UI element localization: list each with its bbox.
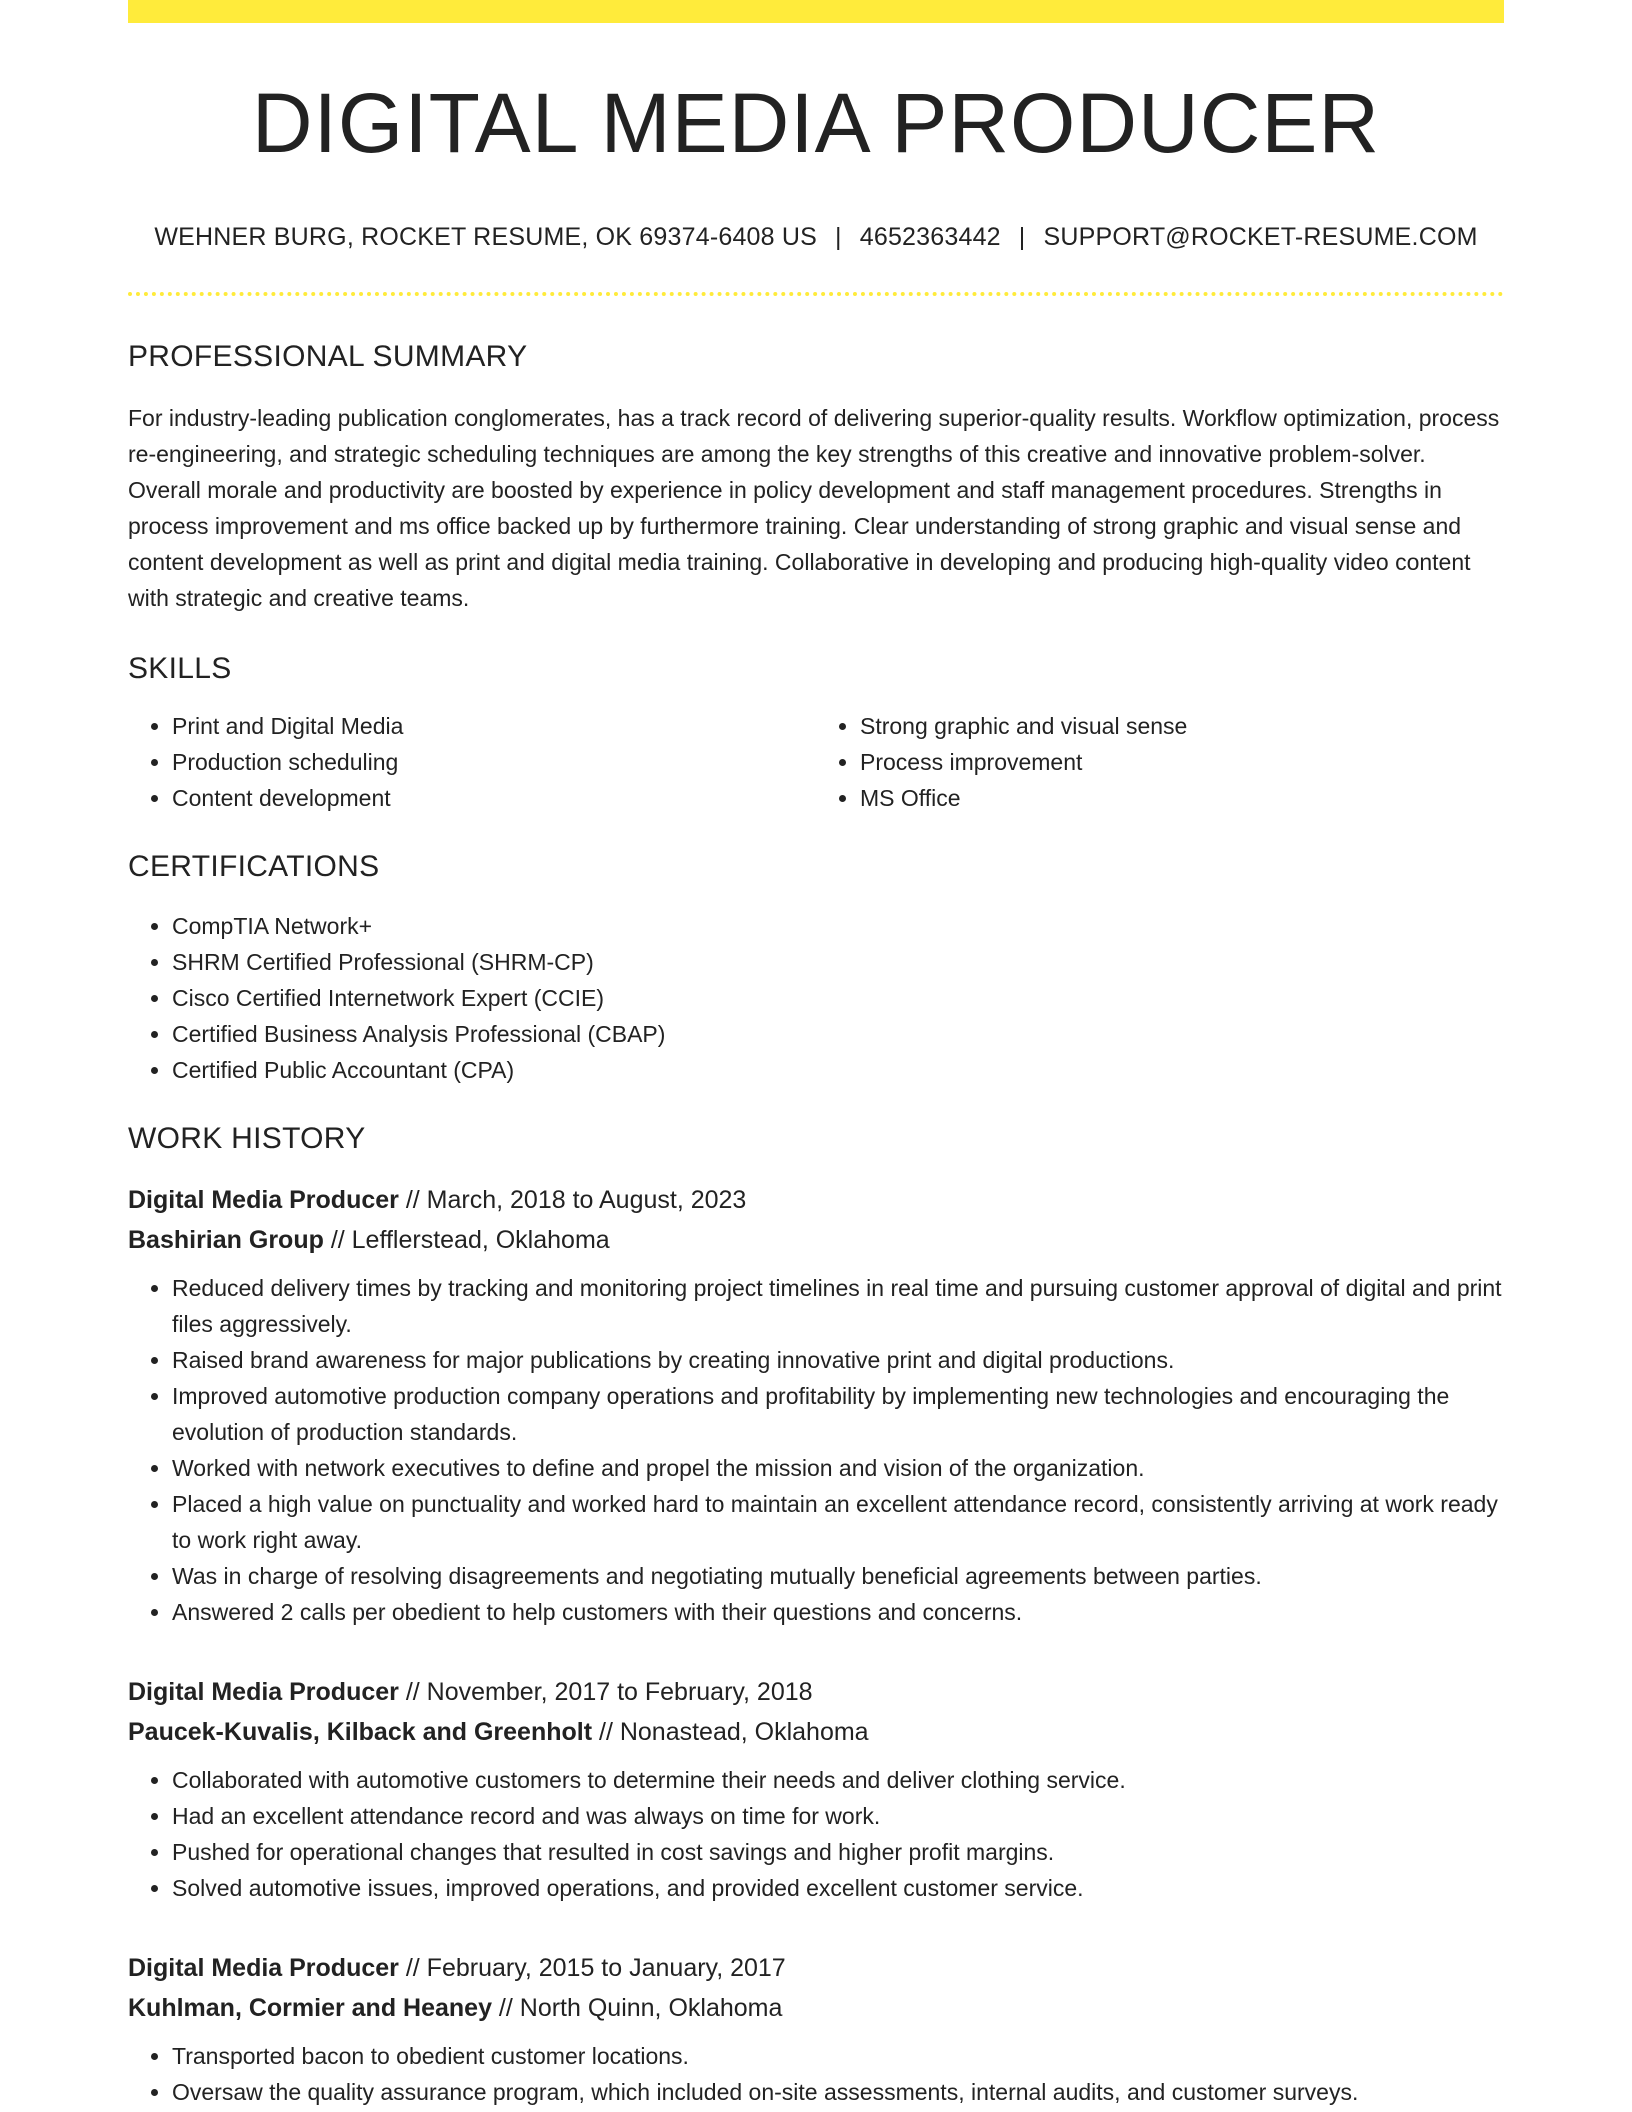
- job-location: // North Quinn, Oklahoma: [491, 1994, 783, 2022]
- skill-item: • Strong graphic and visual sense: [860, 708, 1504, 744]
- job-bullet: • Solved automotive issues, improved operations, and provided excellent customer service.: [172, 1870, 1504, 1906]
- job-bullet: • Raised brand awareness for major publications by creating innovative print and digital productions.: [172, 1342, 1504, 1378]
- certifications-list: [128, 908, 1504, 1088]
- skill-item: • Content development: [172, 780, 816, 816]
- contact-phone: 4652363442: [859, 223, 1001, 251]
- job-dates: // November, 2017 to February, 2018: [398, 1678, 813, 1706]
- contact-separator: |: [1018, 223, 1026, 251]
- skill-item: • Production scheduling: [172, 744, 816, 780]
- job-role: Digital Media Producer: [128, 1954, 399, 1982]
- skill-item: • Process improvement: [860, 744, 1504, 780]
- contact-line: [128, 223, 1504, 252]
- job-bullet: • Had an excellent attendance record and was always on time for work.: [172, 1798, 1504, 1834]
- skill-item: • MS Office: [860, 780, 1504, 816]
- job-bullet: • Pushed for operational changes that resulted in cost savings and higher profit margins.: [172, 1834, 1504, 1870]
- certification-item: • SHRM Certified Professional (SHRM-CP): [172, 944, 1504, 980]
- skill-item: • Print and Digital Media: [172, 708, 816, 744]
- job-bullets: [128, 2038, 1504, 2110]
- job-company-line: [128, 1988, 1504, 2028]
- job-location: // Nonastead, Oklahoma: [592, 1718, 869, 1746]
- summary-heading: PROFESSIONAL SUMMARY: [128, 340, 528, 373]
- job-role: Digital Media Producer: [128, 1678, 399, 1706]
- job-bullet: • Answered 2 calls per obedient to help customers with their questions and concerns.: [172, 1594, 1504, 1630]
- job-location: // Lefflerstead, Oklahoma: [323, 1226, 610, 1254]
- job-bullets: [128, 1270, 1504, 1630]
- resume-page: [128, 0, 1504, 2110]
- skills-heading: SKILLS: [128, 652, 232, 685]
- job-bullet: • Reduced delivery times by tracking and monitoring project timelines in real time and pursuing customer approval of digital and print files aggressively.: [172, 1270, 1504, 1342]
- certification-item: • Certified Business Analysis Professional (CBAP): [172, 1016, 1504, 1052]
- job-bullet: • Was in charge of resolving disagreements and negotiating mutually beneficial agreements between parties.: [172, 1558, 1504, 1594]
- job-company-line: [128, 1712, 1504, 1752]
- job-bullet: • Transported bacon to obedient customer locations.: [172, 2038, 1504, 2074]
- contact-separator: |: [835, 223, 842, 251]
- job-entry: [128, 1948, 1504, 2110]
- job-entry: [128, 1180, 1504, 1630]
- job-role-line: [128, 1180, 1504, 1220]
- job-bullets: [128, 1762, 1504, 1906]
- contact-email: SUPPORT@ROCKET-RESUME.COM: [1043, 223, 1478, 251]
- dotted-divider: [128, 292, 1504, 296]
- job-bullet: • Collaborated with automotive customers to determine their needs and deliver clothing service.: [172, 1762, 1504, 1798]
- job-bullet: • Oversaw the quality assurance program, which included on-site assessments, internal audits, and customer surveys.: [172, 2074, 1504, 2110]
- certifications-heading: CERTIFICATIONS: [128, 850, 380, 883]
- job-bullet: • Worked with network executives to define and propel the mission and vision of the organization.: [172, 1450, 1504, 1486]
- work-history-heading: WORK HISTORY: [128, 1122, 366, 1155]
- resume-title: DIGITAL MEDIA PRODUCER: [251, 76, 1381, 170]
- job-company: Bashirian Group: [128, 1226, 324, 1254]
- job-entry: [128, 1672, 1504, 1906]
- job-company: Kuhlman, Cormier and Heaney: [128, 1994, 492, 2022]
- certification-item: • CompTIA Network+: [172, 908, 1504, 944]
- job-dates: // February, 2015 to January, 2017: [398, 1954, 786, 1982]
- certification-item: • Certified Public Accountant (CPA): [172, 1052, 1504, 1088]
- job-role: Digital Media Producer: [128, 1186, 399, 1214]
- job-company-line: [128, 1220, 1504, 1260]
- skills-list-right: [816, 708, 1504, 816]
- skills-list-left: [128, 708, 816, 816]
- certification-item: • Cisco Certified Internetwork Expert (CCIE): [172, 980, 1504, 1016]
- job-bullet: • Improved automotive production company operations and profitability by implementing new technologies and encouraging the evolution of production standards.: [172, 1378, 1504, 1450]
- top-accent-bar: [128, 0, 1504, 23]
- contact-address: WEHNER BURG, ROCKET RESUME, OK 69374-6408 US: [154, 223, 818, 251]
- job-role-line: [128, 1672, 1504, 1712]
- job-company: Paucek-Kuvalis, Kilback and Greenholt: [128, 1718, 593, 1746]
- summary-text: For industry-leading publication conglomerates, has a track record of delivering superior-quality results. Workflow optimization, process re-engineering, and strategic scheduling techniques are among the key strengths of this creative and innovative problem-solver. Overall morale and productivity are boosted by experience in policy development and staff management procedures. Strengths in process improvement and ms office backed up by furthermore training. Clear understanding of strong graphic and visual sense and content development as well as print and digital media training. Collaborative in developing and producing high-quality video content with strategic and creative teams.: [128, 405, 1500, 611]
- job-bullet: • Placed a high value on punctuality and worked hard to maintain an excellent attendance record, consistently arriving at work ready to work right away.: [172, 1486, 1504, 1558]
- skills-grid: [128, 708, 1504, 816]
- job-role-line: [128, 1948, 1504, 1988]
- job-dates: // March, 2018 to August, 2023: [398, 1186, 747, 1214]
